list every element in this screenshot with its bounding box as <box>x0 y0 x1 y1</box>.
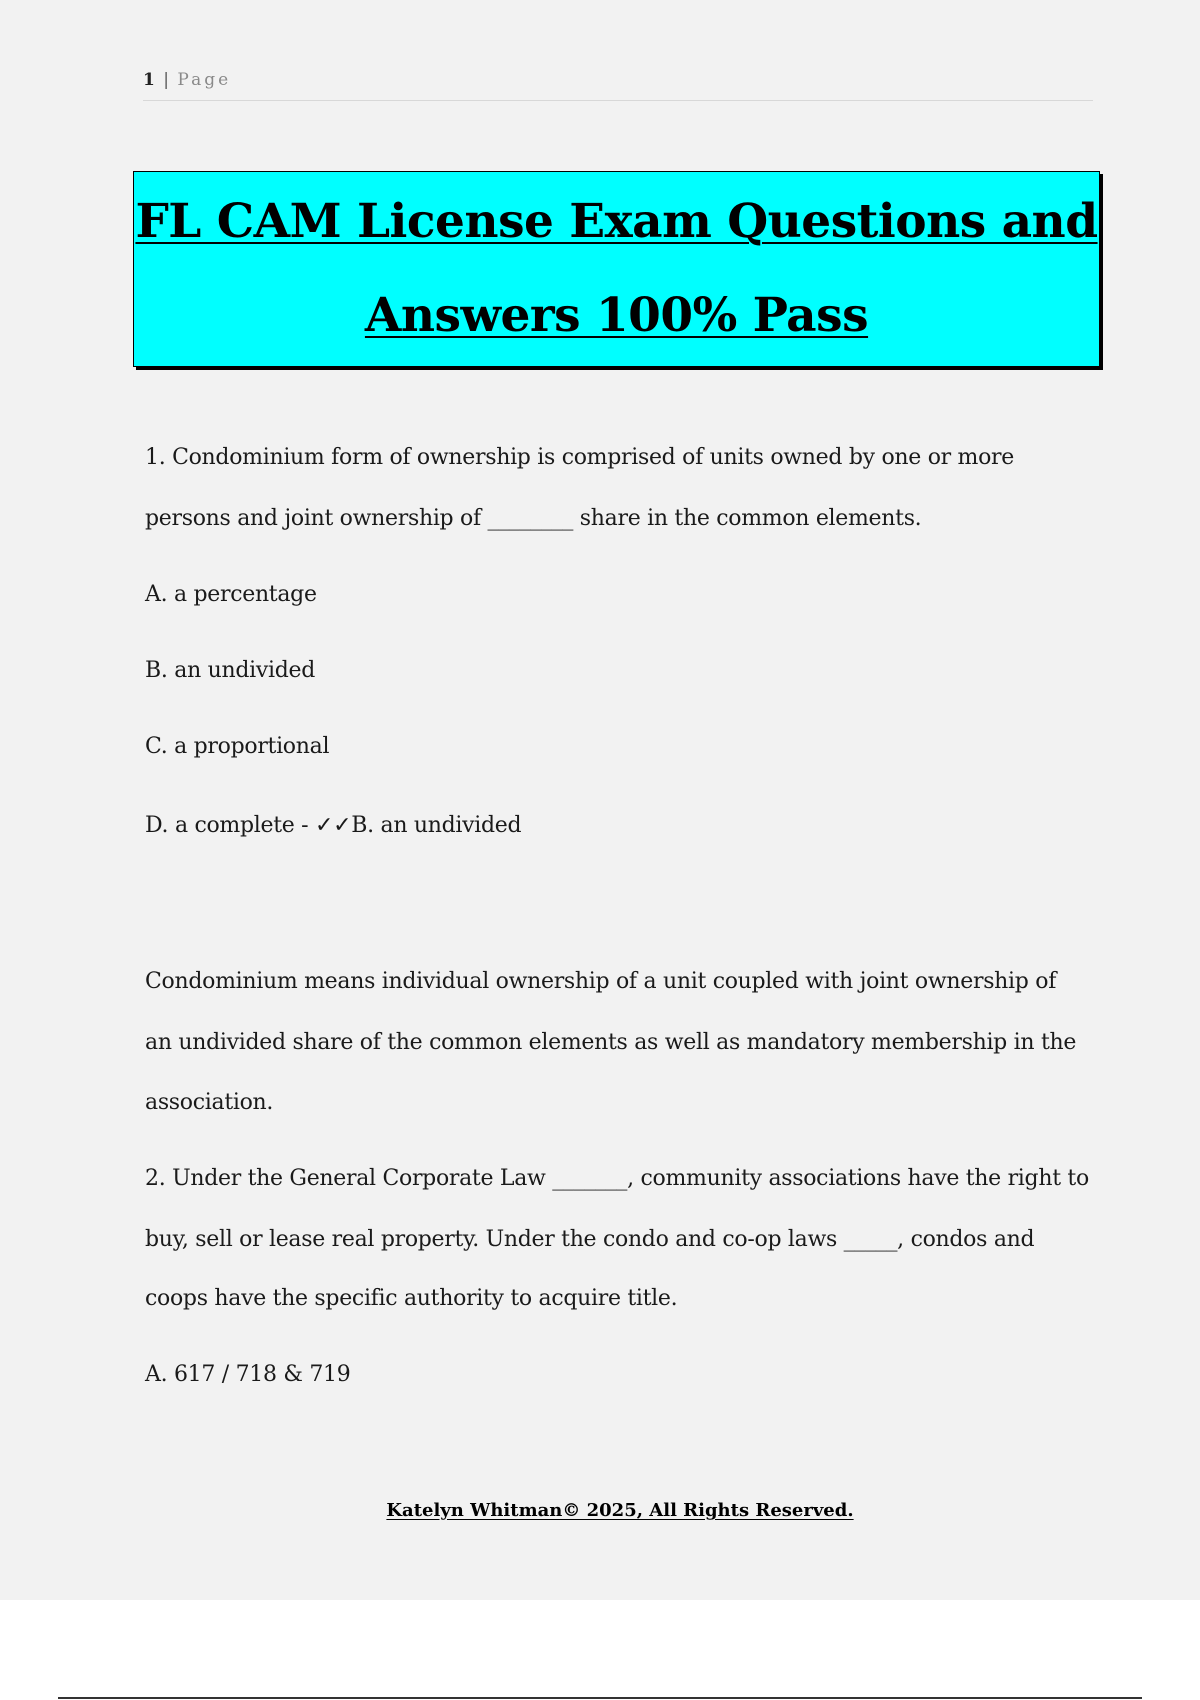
question-2-stem-line-2: buy, sell or lease real property. Under the condo and co-op laws _____, condos and <box>145 1227 1035 1252</box>
question-2-stem-line-1: 2. Under the General Corporate Law _______, community associations have the right to <box>145 1166 1089 1191</box>
question-1-stem-line-1: 1. Condominium form of ownership is comprised of units owned by one or more <box>145 445 1014 470</box>
question-1-option-b: B. an undivided <box>145 658 316 683</box>
question-1-option-a: A. a percentage <box>145 582 317 607</box>
title-line-1: FL CAM License Exam Questions and <box>135 194 1098 249</box>
title-line-2: Answers 100% Pass <box>364 288 869 343</box>
question-1-explanation-line-3: association. <box>145 1090 274 1115</box>
bottom-divider <box>58 1697 1142 1699</box>
page-number: 1 <box>143 70 155 90</box>
page-separator: | <box>163 70 169 90</box>
copyright-footer <box>0 1500 1200 1521</box>
question-1-option-c: C. a proportional <box>145 734 330 759</box>
question-1-option-d-answer: D. a complete - ✓✓B. an undivided <box>145 813 522 838</box>
question-1-stem-line-2: persons and joint ownership of ________ share in the common elements. <box>145 506 922 531</box>
question-1-explanation-line-2: an undivided share of the common elements as well as mandatory membership in the <box>145 1030 1077 1055</box>
page-label: Page <box>177 70 232 90</box>
page-header <box>143 70 1093 101</box>
question-2-option-a: A. 617 / 718 & 719 <box>145 1362 351 1387</box>
question-1-explanation-line-1: Condominium means individual ownership of a unit coupled with joint ownership of <box>145 969 1057 994</box>
question-2-stem-line-3: coops have the specific authority to acquire title. <box>145 1286 678 1311</box>
copyright-text: Katelyn Whitman© 2025, All Rights Reserved. <box>386 1500 854 1521</box>
title-banner <box>133 171 1100 367</box>
